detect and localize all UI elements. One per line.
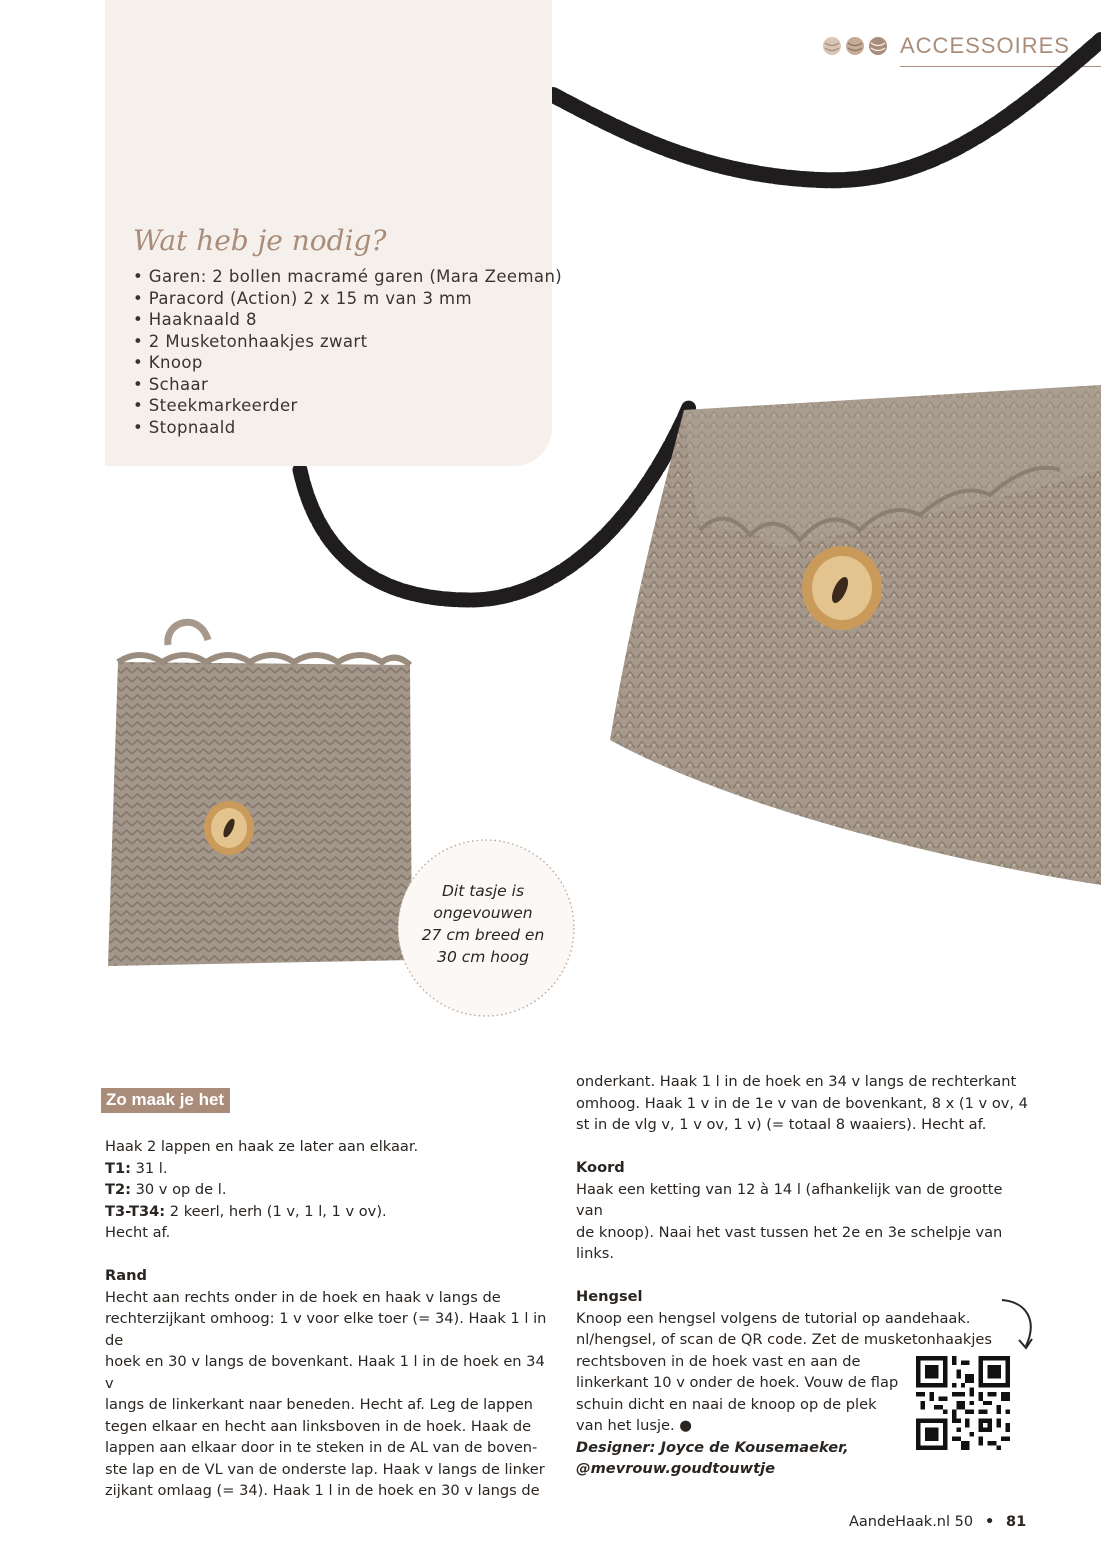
size-note-line: 27 cm breed en xyxy=(421,926,545,944)
footer-bullet: • xyxy=(985,1514,995,1530)
text-line: Hecht aan rechts onder in de hoek en haak v langs de xyxy=(105,1288,501,1306)
text-line: onderkant. Haak 1 l in de hoek en 34 v langs de rechterkant xyxy=(576,1073,1017,1090)
list-item: • Haaknaald 8 xyxy=(133,309,562,331)
row-t1: T1: 31 l. xyxy=(105,1159,168,1177)
text-line: rechtsboven in de hoek vast en aan de xyxy=(576,1352,861,1370)
materials-list xyxy=(133,266,562,438)
text-line: tegen elkaar en hecht aan linksboven in de hoek. Haak de xyxy=(105,1417,532,1435)
text-line: nl/hengsel, of scan de QR code. Zet de musketonhaakjes xyxy=(576,1331,992,1348)
small-bag xyxy=(108,622,412,966)
text-line: de knoop). Naai het vast tussen het 2e en 3e schelpje van xyxy=(576,1223,1003,1241)
instructions-heading: Zo maak je het xyxy=(101,1088,230,1113)
list-item: • Steekmarkeerder xyxy=(133,395,562,417)
text-line: langs de linkerkant naar beneden. Hecht af. Leg de lappen xyxy=(105,1396,533,1413)
hengsel-title: Hengsel xyxy=(576,1288,643,1305)
text-line: van het lusje. ● xyxy=(576,1417,693,1434)
text-line: linkerkant 10 v onder de hoek. Vouw de flap xyxy=(576,1374,899,1391)
size-note-line: 30 cm hoog xyxy=(437,948,529,966)
size-note xyxy=(410,880,556,968)
finish-text: Hecht af. xyxy=(105,1224,171,1241)
row-label: T3-T34: xyxy=(105,1202,166,1220)
text-line: links. xyxy=(576,1245,615,1262)
text-line: st in de vlg v, 1 v ov, 1 v) (= totaal 8 waaiers). Hecht af. xyxy=(576,1116,987,1133)
text-line: omhoog. Haak 1 v in de 1e v van de bovenkant, 8 x (1 v ov, 4 xyxy=(576,1094,1028,1112)
intro-text: Haak 2 lappen en haak ze later aan elkaar. xyxy=(105,1138,419,1155)
list-item: • Paracord (Action) 2 x 15 m van 3 mm xyxy=(133,288,562,310)
text-line: ste lap en de VL van de onderste lap. Haak v langs de linker xyxy=(105,1460,545,1478)
footer-site: AandeHaak.nl 50 xyxy=(849,1514,974,1530)
list-item: • Schaar xyxy=(133,374,562,396)
section-title: ACCESSOIRES xyxy=(900,33,1070,58)
text-line: Knoop een hengsel volgens de tutorial op aandehaak. xyxy=(576,1309,971,1327)
designer-handle: @mevrouw.goudtouwtje xyxy=(576,1460,775,1477)
page-number: 81 xyxy=(1006,1514,1027,1530)
list-item: • 2 Musketonhaakjes zwart xyxy=(133,331,562,353)
rand-title: Rand xyxy=(105,1267,147,1284)
text-line: rechterzijkant omhoog: 1 v voor elke toer (= 34). Haak 1 l in de xyxy=(105,1310,547,1349)
list-item: • Stopnaald xyxy=(133,417,562,439)
list-item: • Knoop xyxy=(133,352,562,374)
materials-title: Wat heb je nodig? xyxy=(133,224,387,257)
text-line: Haak een ketting van 12 à 14 l (afhankelijk van de grootte van xyxy=(576,1180,1003,1219)
text-line: lappen aan elkaar door in te steken in de AL van de boven- xyxy=(105,1439,538,1456)
bag-strap-upper xyxy=(553,40,1101,180)
designer-credit: Designer: Joyce de Kousemaeker, xyxy=(576,1438,849,1456)
list-item: • Garen: 2 bollen macramé garen (Mara Zeeman) xyxy=(133,266,562,288)
text-line: hoek en 30 v langs de bovenkant. Haak 1 l in de hoek en 34 v xyxy=(105,1353,545,1392)
row-label: T2: xyxy=(105,1181,131,1198)
qr-code-icon[interactable] xyxy=(916,1356,1010,1450)
instructions-left-column xyxy=(105,1136,555,1502)
row-t2: T2: 30 v op de l. xyxy=(105,1181,227,1198)
row-t3: T3-T34: 2 keerl, herh (1 v, 1 l, 1 v ov). xyxy=(105,1202,387,1220)
koord-title: Koord xyxy=(576,1159,625,1176)
size-note-line: Dit tasje is xyxy=(441,882,525,900)
row-label: T1: xyxy=(105,1159,131,1177)
size-note-line: ongevouwen xyxy=(433,904,533,922)
text-line: schuin dicht en naai de knoop op de plek xyxy=(576,1395,877,1413)
text-line: zijkant omlaag (= 34). Haak 1 l in de hoek en 30 v langs de xyxy=(105,1482,540,1499)
curved-arrow-icon xyxy=(996,1296,1040,1356)
large-bag xyxy=(610,385,1101,885)
